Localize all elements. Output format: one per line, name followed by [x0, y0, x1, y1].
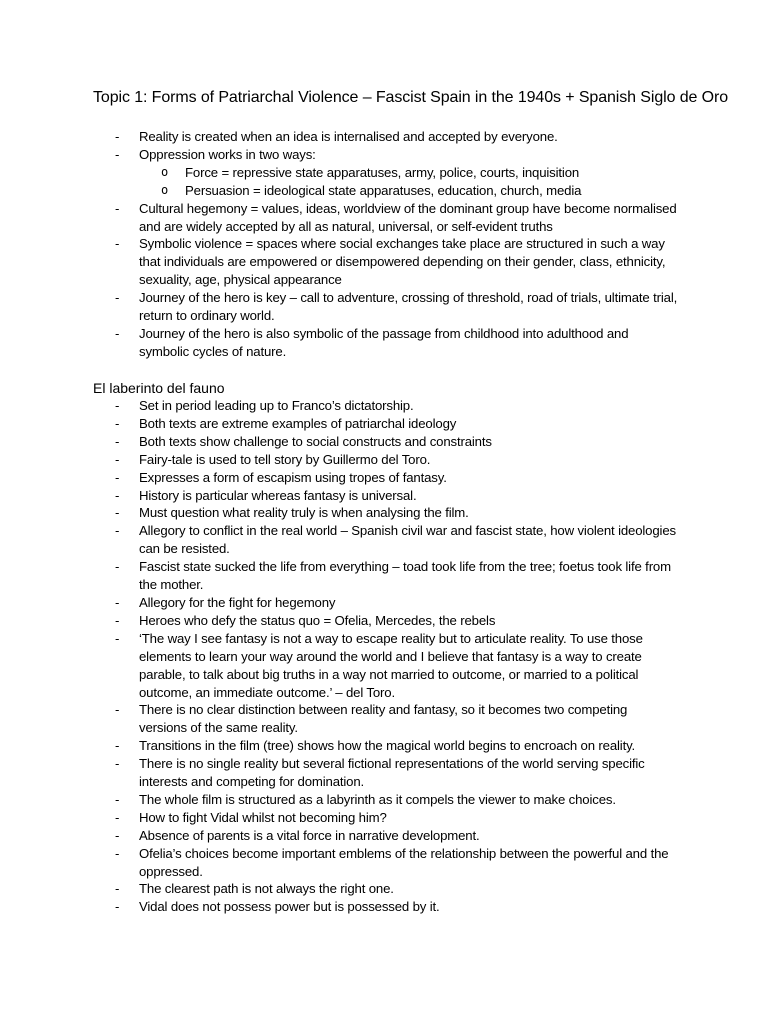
dash-marker: -: [115, 523, 120, 539]
list-item: [0, 397, 768, 415]
list-item: [0, 791, 768, 809]
list-item: [0, 146, 768, 200]
list-item-text: Symbolic violence = spaces where social exchanges take place are structured in such a way that individuals are empowered or disempowered depending on their gender, class, ethnicity, sexuality, age, physical appearance: [139, 236, 666, 288]
sub-list-item: [139, 164, 678, 182]
list-item-text: Journey of the hero is also symbolic of the passage from childhood into adulthood and symbolic cycles of nature.: [139, 325, 629, 359]
dash-marker: -: [115, 146, 120, 162]
list-item-text: The whole film is structured as a labyrinth as it compels the viewer to make choices.: [139, 791, 616, 807]
list-item-text: Must question what reality truly is when analysing the film.: [139, 505, 469, 521]
list-item: [0, 558, 768, 594]
dash-marker: -: [115, 594, 120, 610]
dash-marker: -: [115, 487, 120, 503]
list-item: [0, 469, 768, 487]
dash-marker: -: [115, 827, 120, 843]
intro-bullet-list: [0, 128, 768, 361]
dash-marker: -: [115, 881, 120, 897]
list-item: [0, 415, 768, 433]
dash-marker: -: [115, 809, 120, 825]
list-item: [0, 827, 768, 845]
list-item-text: Heroes who defy the status quo = Ofelia, Mercedes, the rebels: [139, 612, 496, 628]
list-item-text: ‘The way I see fantasy is not a way to escape reality but to articulate reality. To use those elements to learn your way around the world and I believe that fantasy is a way to create parable, to talk about big truths in a way not married to outcome, or married to a political outcome, an immediate outcome.’ – del Toro.: [139, 630, 643, 700]
dash-marker: -: [115, 433, 120, 449]
dash-marker: -: [115, 702, 120, 718]
list-item-text: Fascist state sucked the life from everything – toad took life from the tree; foetus took life from the mother.: [139, 559, 671, 593]
document-title: Topic 1: Forms of Patriarchal Violence – Fascist Spain in the 1940s + Spanish Siglo de Oro: [93, 89, 729, 106]
list-item-text: Ofelia’s choices become important emblems of the relationship between the powerful and the oppressed.: [139, 845, 669, 879]
dash-marker: -: [115, 738, 120, 754]
dash-marker: -: [115, 756, 120, 772]
circle-bullet-marker: o: [161, 164, 169, 179]
dash-marker: -: [115, 451, 120, 467]
dash-marker: -: [115, 129, 120, 144]
list-item: [0, 630, 768, 702]
dash-marker: -: [115, 899, 120, 915]
list-item: [0, 701, 768, 737]
list-item: [0, 289, 768, 325]
dash-marker: -: [115, 398, 120, 413]
dash-marker: -: [115, 505, 120, 521]
dash-marker: -: [115, 612, 120, 628]
list-item-text: The clearest path is not always the right one.: [139, 881, 394, 897]
list-item-text: There is no clear distinction between reality and fantasy, so it becomes two competing versions of the same reality.: [139, 702, 628, 736]
list-item-text: Both texts show challenge to social constructs and constraints: [139, 433, 492, 449]
sub-list-item-text: Persuasion = ideological state apparatuses, education, church, media: [185, 182, 582, 198]
list-item-text: Both texts are extreme examples of patriarchal ideology: [139, 415, 457, 431]
list-item-text: Oppression works in two ways:: [139, 146, 316, 162]
list-item: [0, 898, 768, 916]
sub-list-item: [139, 182, 678, 200]
list-item-text: Cultural hegemony = values, ideas, worldview of the dominant group have become normalised and are widely accepted by all as natural, universal, or self-evident truths: [139, 200, 677, 234]
list-item: [0, 235, 768, 289]
dash-marker: -: [115, 236, 120, 252]
list-item-text: Fairy-tale is used to tell story by Guillermo del Toro.: [139, 451, 431, 467]
list-item-text: Allegory for the fight for hegemony: [139, 594, 336, 610]
section-bullet-list: [0, 397, 768, 916]
dash-marker: -: [115, 290, 120, 306]
list-item-text: Expresses a form of escapism using tropes of fantasy.: [139, 469, 447, 485]
list-item: [0, 880, 768, 898]
list-item: [0, 737, 768, 755]
list-item: [0, 504, 768, 522]
list-item-text: Vidal does not possess power but is possessed by it.: [139, 899, 440, 915]
section-heading: El laberinto del fauno: [93, 380, 225, 396]
dash-marker: -: [115, 469, 120, 485]
dash-marker: -: [115, 845, 120, 861]
dash-marker: -: [115, 325, 120, 341]
list-item: [0, 487, 768, 505]
sub-list-item-text: Force = repressive state apparatuses, army, police, courts, inquisition: [185, 164, 580, 180]
list-item: [0, 128, 768, 146]
list-item: [0, 433, 768, 451]
list-item: [0, 809, 768, 827]
list-item: [0, 451, 768, 469]
dash-marker: -: [115, 791, 120, 807]
dash-marker: -: [115, 630, 120, 646]
list-item-text: Absence of parents is a vital force in narrative development.: [139, 827, 480, 843]
list-item-text: Set in period leading up to Franco’s dictatorship.: [139, 398, 414, 413]
list-item-text: Allegory to conflict in the real world – Spanish civil war and fascist state, how violent ideologies can be resisted.: [139, 523, 676, 557]
list-item: [0, 594, 768, 612]
dash-marker: -: [115, 559, 120, 575]
list-item: [0, 522, 768, 558]
circle-bullet-marker: o: [161, 182, 169, 197]
list-item-text: Transitions in the film (tree) shows how the magical world begins to encroach on reality.: [139, 738, 636, 754]
dash-marker: -: [115, 200, 120, 216]
list-item-text: Journey of the hero is key – call to adventure, crossing of threshold, road of trials, ultimate trial, return to ordinary world.: [139, 290, 678, 324]
list-item: [0, 200, 768, 236]
list-item-text: How to fight Vidal whilst not becoming him?: [139, 809, 387, 825]
dash-marker: -: [115, 415, 120, 431]
list-item: [0, 612, 768, 630]
list-item: [0, 325, 768, 361]
list-item: [0, 845, 768, 881]
oppression-sublist: [139, 164, 678, 200]
list-item: [0, 755, 768, 791]
list-item-text: Reality is created when an idea is internalised and accepted by everyone.: [139, 129, 558, 144]
list-item-text: There is no single reality but several fictional representations of the world serving specific interests and competing for domination.: [139, 756, 645, 790]
list-item-text: History is particular whereas fantasy is universal.: [139, 487, 417, 503]
